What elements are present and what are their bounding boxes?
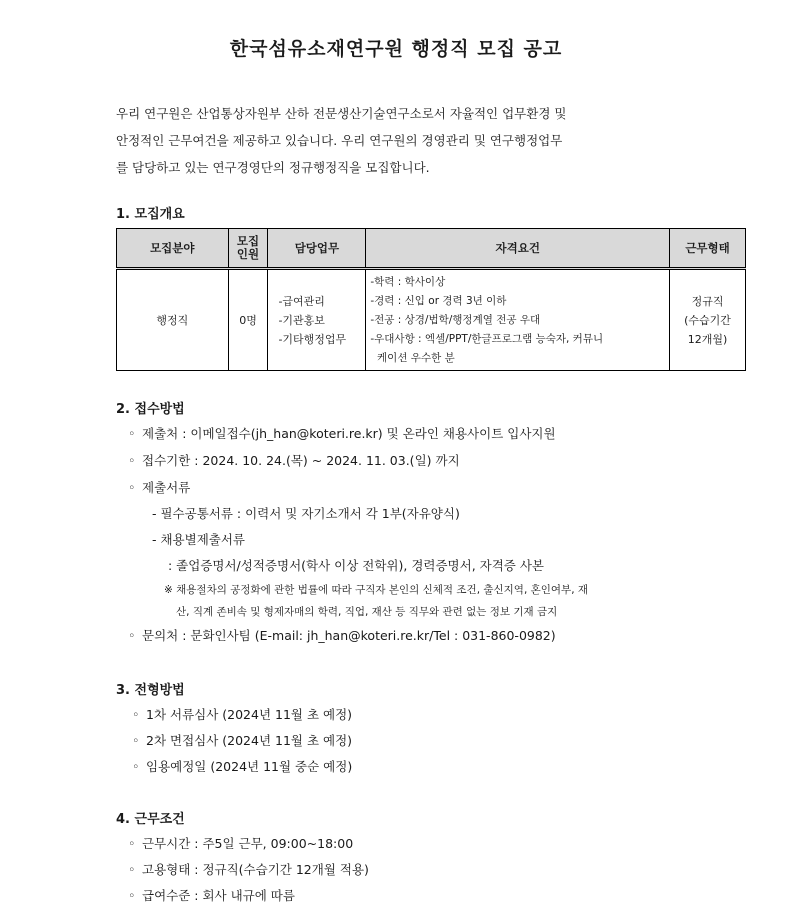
- bullet-icon: ◦: [128, 480, 136, 495]
- intro-line: 안정적인 근무여건을 제공하고 있습니다. 우리 연구원의 경영관리 및 연구행정업무: [116, 133, 563, 148]
- bullet-icon: ◦: [128, 862, 136, 877]
- legal-note-line: 산, 직계 존비속 및 형제자매의 학력, 직업, 재산 등 직무와 관련 없는 정보 기재 금지: [176, 606, 558, 618]
- header-count-line: 인원: [236, 247, 260, 261]
- condition-text: 근무시간 : 주5일 근무, 09:00~18:00: [142, 836, 354, 851]
- selection-item: [132, 705, 352, 723]
- work-type-line: 정규직: [691, 294, 724, 308]
- section-heading-overview: 1. 모집개요: [116, 207, 185, 222]
- page-title: 한국섬유소재연구원 행정직 모집 공고: [229, 38, 563, 60]
- cell-duties: [268, 269, 366, 371]
- submit-to-text: 제출처 : 이메일접수(jh_han@koteri.re.kr) 및 온라인 채용사이트 입사지원: [142, 426, 556, 441]
- duty-item: -기타행정업무: [278, 332, 347, 346]
- section-heading-selection: 3. 전형방법: [116, 683, 185, 698]
- selection-item: [132, 731, 352, 749]
- header-count: [228, 229, 268, 269]
- selection-text: 2차 면접심사 (2024년 11월 초 예정): [146, 733, 353, 748]
- cell-work-type: [670, 269, 746, 371]
- intro-paragraph: [116, 100, 696, 181]
- documents-heading: 제출서류: [142, 480, 191, 495]
- submit-to-item: [128, 424, 556, 442]
- condition-text: 급여수준 : 회사 내규에 따름: [142, 888, 295, 903]
- duty-item: -기관홍보: [278, 313, 325, 327]
- recruitment-table: [116, 228, 746, 371]
- condition-item: [128, 860, 369, 878]
- selection-text: 1차 서류심사 (2024년 11월 초 예정): [146, 707, 353, 722]
- qualification-item: 케이션 우수한 분: [370, 351, 455, 364]
- condition-item: [128, 834, 353, 852]
- bullet-icon: ◦: [132, 759, 140, 774]
- qualification-item: -경력 : 신입 or 경력 3년 이하: [370, 294, 507, 307]
- bullet-icon: ◦: [132, 733, 140, 748]
- documents-item: [128, 478, 190, 496]
- deadline-item: [128, 451, 460, 469]
- intro-line: 우리 연구원은 산업통상자원부 산하 전문생산기술연구소로서 자율적인 업무환경 및: [116, 106, 567, 121]
- cell-field: 행정직: [117, 269, 229, 371]
- table-row: [117, 269, 746, 371]
- header-work-type: 근무형태: [670, 229, 746, 269]
- selection-text: 임용예정일 (2024년 11월 중순 예정): [146, 759, 353, 774]
- bullet-icon: ◦: [128, 836, 136, 851]
- duty-item: -급여관리: [278, 294, 325, 308]
- selective-docs-text: : 졸업증명서/성적증명서(학사 이상 전학위), 경력증명서, 자격증 사본: [168, 558, 544, 573]
- deadline-text: 접수기한 : 2024. 10. 24.(목) ~ 2024. 11. 03.(일) 까지: [142, 453, 460, 468]
- cell-qualifications: [366, 269, 670, 371]
- section-heading-application: 2. 접수방법: [116, 402, 185, 417]
- bullet-icon: ◦: [128, 628, 136, 643]
- header-duties: 담당업무: [268, 229, 366, 269]
- work-type-line: (수습기간: [684, 313, 731, 327]
- selection-item: [132, 757, 352, 775]
- qualification-item: -전공 : 상경/법학/행정계열 전공 우대: [370, 313, 541, 326]
- contact-item: [128, 626, 556, 644]
- header-qualifications: 자격요건: [366, 229, 670, 269]
- bullet-icon: ◦: [132, 707, 140, 722]
- selective-docs-heading: - 채용별제출서류: [152, 532, 246, 547]
- bullet-icon: ◦: [128, 453, 136, 468]
- legal-note-line: ※ 채용절차의 공정화에 관한 법률에 따라 구직자 본인의 신체적 조건, 출신지역, 혼인여부, 재: [164, 584, 589, 596]
- cell-count: 0명: [228, 269, 268, 371]
- header-field: 모집분야: [117, 229, 229, 269]
- contact-text: 문의처 : 문화인사팀 (E-mail: jh_han@koteri.re.kr/Tel : 031-860-0982): [142, 628, 556, 643]
- section-heading-conditions: 4. 근무조건: [116, 812, 185, 827]
- intro-line: 를 담당하고 있는 연구경영단의 정규행정직을 모집합니다.: [116, 160, 430, 175]
- bullet-icon: ◦: [128, 426, 136, 441]
- qualification-item: -우대사항 : 엑셀/PPT/한글프로그램 능숙자, 커뮤니: [370, 332, 604, 345]
- qualification-item: -학력 : 학사이상: [370, 275, 446, 288]
- header-count-line: 모집: [236, 234, 260, 248]
- work-type-line: 12개월): [687, 332, 728, 346]
- condition-text: 고용형태 : 정규직(수습기간 12개월 적용): [142, 862, 369, 877]
- condition-item: [128, 886, 295, 904]
- common-docs-text: - 필수공통서류 : 이력서 및 자기소개서 각 1부(자유양식): [152, 506, 460, 521]
- bullet-icon: ◦: [128, 888, 136, 903]
- table-header-row: [117, 229, 746, 269]
